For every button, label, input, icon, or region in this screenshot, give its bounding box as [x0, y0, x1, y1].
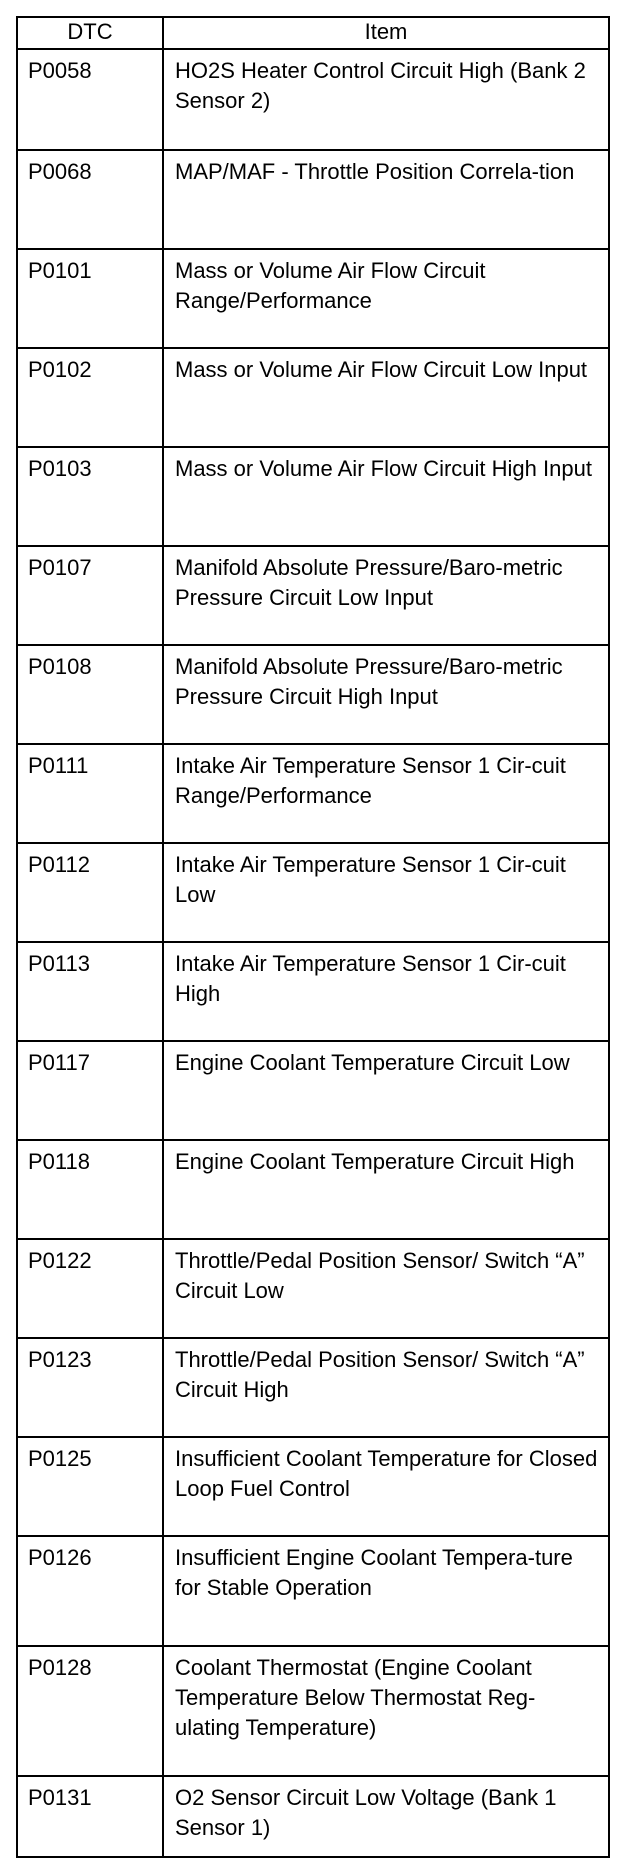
- dtc-item: Throttle/Pedal Position Sensor/ Switch “A” Circuit Low: [163, 1239, 609, 1338]
- dtc-code: P0111: [17, 744, 163, 843]
- dtc-code: P0126: [17, 1536, 163, 1646]
- dtc-code: P0101: [17, 249, 163, 348]
- table-row: [17, 843, 609, 942]
- dtc-code: P0108: [17, 645, 163, 744]
- dtc-code: P0131: [17, 1776, 163, 1857]
- dtc-column-header: DTC: [17, 17, 163, 49]
- dtc-code: P0112: [17, 843, 163, 942]
- table-row: [17, 942, 609, 1041]
- dtc-item: Intake Air Temperature Sensor 1 Cir-cuit Range/Performance: [163, 744, 609, 843]
- dtc-code: P0123: [17, 1338, 163, 1437]
- table-row: [17, 744, 609, 843]
- dtc-item: Manifold Absolute Pressure/Baro-metric Pressure Circuit Low Input: [163, 546, 609, 645]
- table-row: [17, 1776, 609, 1857]
- table-row: [17, 1437, 609, 1536]
- table-row: [17, 1041, 609, 1140]
- dtc-item: HO2S Heater Control Circuit High (Bank 2 Sensor 2): [163, 49, 609, 150]
- dtc-item: MAP/MAF - Throttle Position Correla-tion: [163, 150, 609, 249]
- table-row: [17, 447, 609, 546]
- dtc-item: Insufficient Engine Coolant Tempera-ture for Stable Operation: [163, 1536, 609, 1646]
- dtc-item: Engine Coolant Temperature Circuit Low: [163, 1041, 609, 1140]
- dtc-code: P0125: [17, 1437, 163, 1536]
- dtc-code: P0102: [17, 348, 163, 447]
- dtc-item: O2 Sensor Circuit Low Voltage (Bank 1 Sensor 1): [163, 1776, 609, 1857]
- table-row: [17, 1140, 609, 1239]
- dtc-item: Manifold Absolute Pressure/Baro-metric Pressure Circuit High Input: [163, 645, 609, 744]
- dtc-code: P0107: [17, 546, 163, 645]
- dtc-code: P0122: [17, 1239, 163, 1338]
- dtc-code: P0117: [17, 1041, 163, 1140]
- table-row: [17, 1646, 609, 1776]
- table-row: [17, 150, 609, 249]
- table-row: [17, 1338, 609, 1437]
- table-row: [17, 645, 609, 744]
- item-column-header: Item: [163, 17, 609, 49]
- dtc-item: Insufficient Coolant Temperature for Closed Loop Fuel Control: [163, 1437, 609, 1536]
- table-header-row: [17, 17, 609, 49]
- table-row: [17, 49, 609, 150]
- table-row: [17, 249, 609, 348]
- dtc-item: Mass or Volume Air Flow Circuit Low Input: [163, 348, 609, 447]
- table-row: [17, 546, 609, 645]
- dtc-code: P0128: [17, 1646, 163, 1776]
- dtc-item: Throttle/Pedal Position Sensor/ Switch “A” Circuit High: [163, 1338, 609, 1437]
- table-row: [17, 1239, 609, 1338]
- dtc-item: Intake Air Temperature Sensor 1 Cir-cuit Low: [163, 843, 609, 942]
- dtc-item: Intake Air Temperature Sensor 1 Cir-cuit High: [163, 942, 609, 1041]
- dtc-item: Mass or Volume Air Flow Circuit Range/Performance: [163, 249, 609, 348]
- table-row: [17, 1536, 609, 1646]
- dtc-code: P0058: [17, 49, 163, 150]
- dtc-code: P0103: [17, 447, 163, 546]
- dtc-item: Engine Coolant Temperature Circuit High: [163, 1140, 609, 1239]
- dtc-code: P0068: [17, 150, 163, 249]
- dtc-code: P0118: [17, 1140, 163, 1239]
- dtc-item: Mass or Volume Air Flow Circuit High Input: [163, 447, 609, 546]
- table-row: [17, 348, 609, 447]
- dtc-item: Coolant Thermostat (Engine Coolant Temperature Below Thermostat Reg-ulating Temperature): [163, 1646, 609, 1776]
- dtc-table: [16, 16, 610, 1858]
- dtc-code: P0113: [17, 942, 163, 1041]
